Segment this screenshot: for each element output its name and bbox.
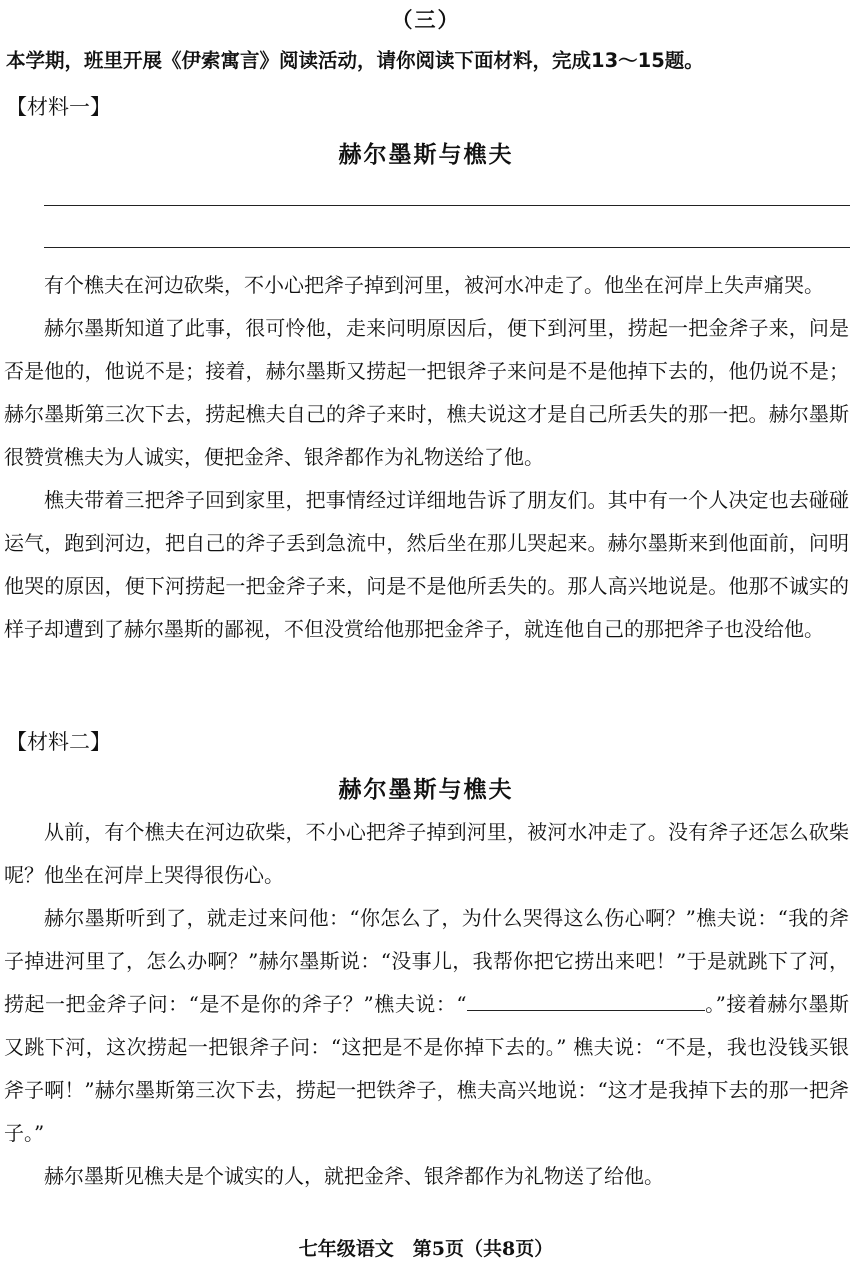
- material-two-paragraph-1: 从前，有个樵夫在河边砍柴，不小心把斧子掉到河里，被河水冲走了。没有斧子还怎么砍柴呢？他坐在河岸上哭得很伤心。: [4, 820, 849, 887]
- material-two-paragraph-3: 赫尔墨斯见樵夫是个诚实的人，就把金斧、银斧都作为礼物送了给他。: [44, 1164, 664, 1188]
- paragraph-text-before-blank: 赫尔墨斯听到了，就走过来问他：“你怎么了，为什么哭得这么伤心啊？”樵夫说：“我的斧子掉进河里了，怎么办啊？”赫尔墨斯说：“没事儿，我帮你把它捞出来吧！”于是就跳下了河，捞起一把金斧子问：“是不是你的斧子？”樵夫说：“: [4, 906, 849, 1016]
- answer-line-2[interactable]: [44, 247, 850, 248]
- material-one-paragraph-1: 有个樵夫在河边砍柴，不小心把斧子掉到河里，被河水冲走了。他坐在河岸上失声痛哭。: [44, 273, 824, 297]
- material-two-paragraph-2: [4, 897, 849, 1155]
- material-one-paragraph-2: 赫尔墨斯知道了此事，很可怜他，走来问明原因后，便下到河里，捞起一把金斧子来，问是否是他的，他说不是；接着，赫尔墨斯又捞起一把银斧子来问是不是他掉下去的，他仍说不是；赫尔墨斯第三次下去，捞起樵夫自己的斧子来时，樵夫说这才是自己所丢失的那一把。赫尔墨斯很赞赏樵夫为人诚实，便把金斧、银斧都作为礼物送给了他。: [4, 316, 849, 469]
- material-two-label: 【材料二】: [6, 730, 111, 754]
- material-one-label: 【材料一】: [6, 95, 111, 119]
- page-footer: 七年级语文 第5页（共8页）: [298, 1238, 554, 1260]
- answer-line-1[interactable]: [44, 205, 850, 206]
- fill-in-blank[interactable]: [467, 990, 705, 1011]
- material-one-paragraph-3: 樵夫带着三把斧子回到家里，把事情经过详细地告诉了朋友们。其中有一个人决定也去碰碰运气，跑到河边，把自己的斧子丢到急流中，然后坐在那儿哭起来。赫尔墨斯来到他面前，问明他哭的原因，便下河捞起一把金斧子来，问是不是他所丢失的。那人高兴地说是。他那不诚实的样子却遭到了赫尔墨斯的鄙视，不但没赏给他那把金斧子，就连他自己的那把斧子也没给他。: [4, 488, 849, 641]
- material-two-title: 赫尔墨斯与樵夫: [338, 777, 514, 803]
- material-one-body: [4, 264, 849, 651]
- paragraph-text-after-blank: 。”接着赫尔墨斯又跳下河，这次捞起一把银斧子问：“这把是不是你掉下去的。” 樵夫说：“不是，我也没钱买银斧子啊！”赫尔墨斯第三次下去，捞起一把铁斧子，樵夫高兴地说：“这才是我掉下去的那一把斧子。”: [4, 992, 849, 1145]
- material-one-title: 赫尔墨斯与樵夫: [338, 142, 514, 168]
- material-two-body: [4, 811, 849, 1198]
- instruction-text: 本学期，班里开展《伊索寓言》阅读活动，请你阅读下面材料，完成13～15题。: [6, 49, 704, 72]
- section-number: （三）: [391, 8, 461, 32]
